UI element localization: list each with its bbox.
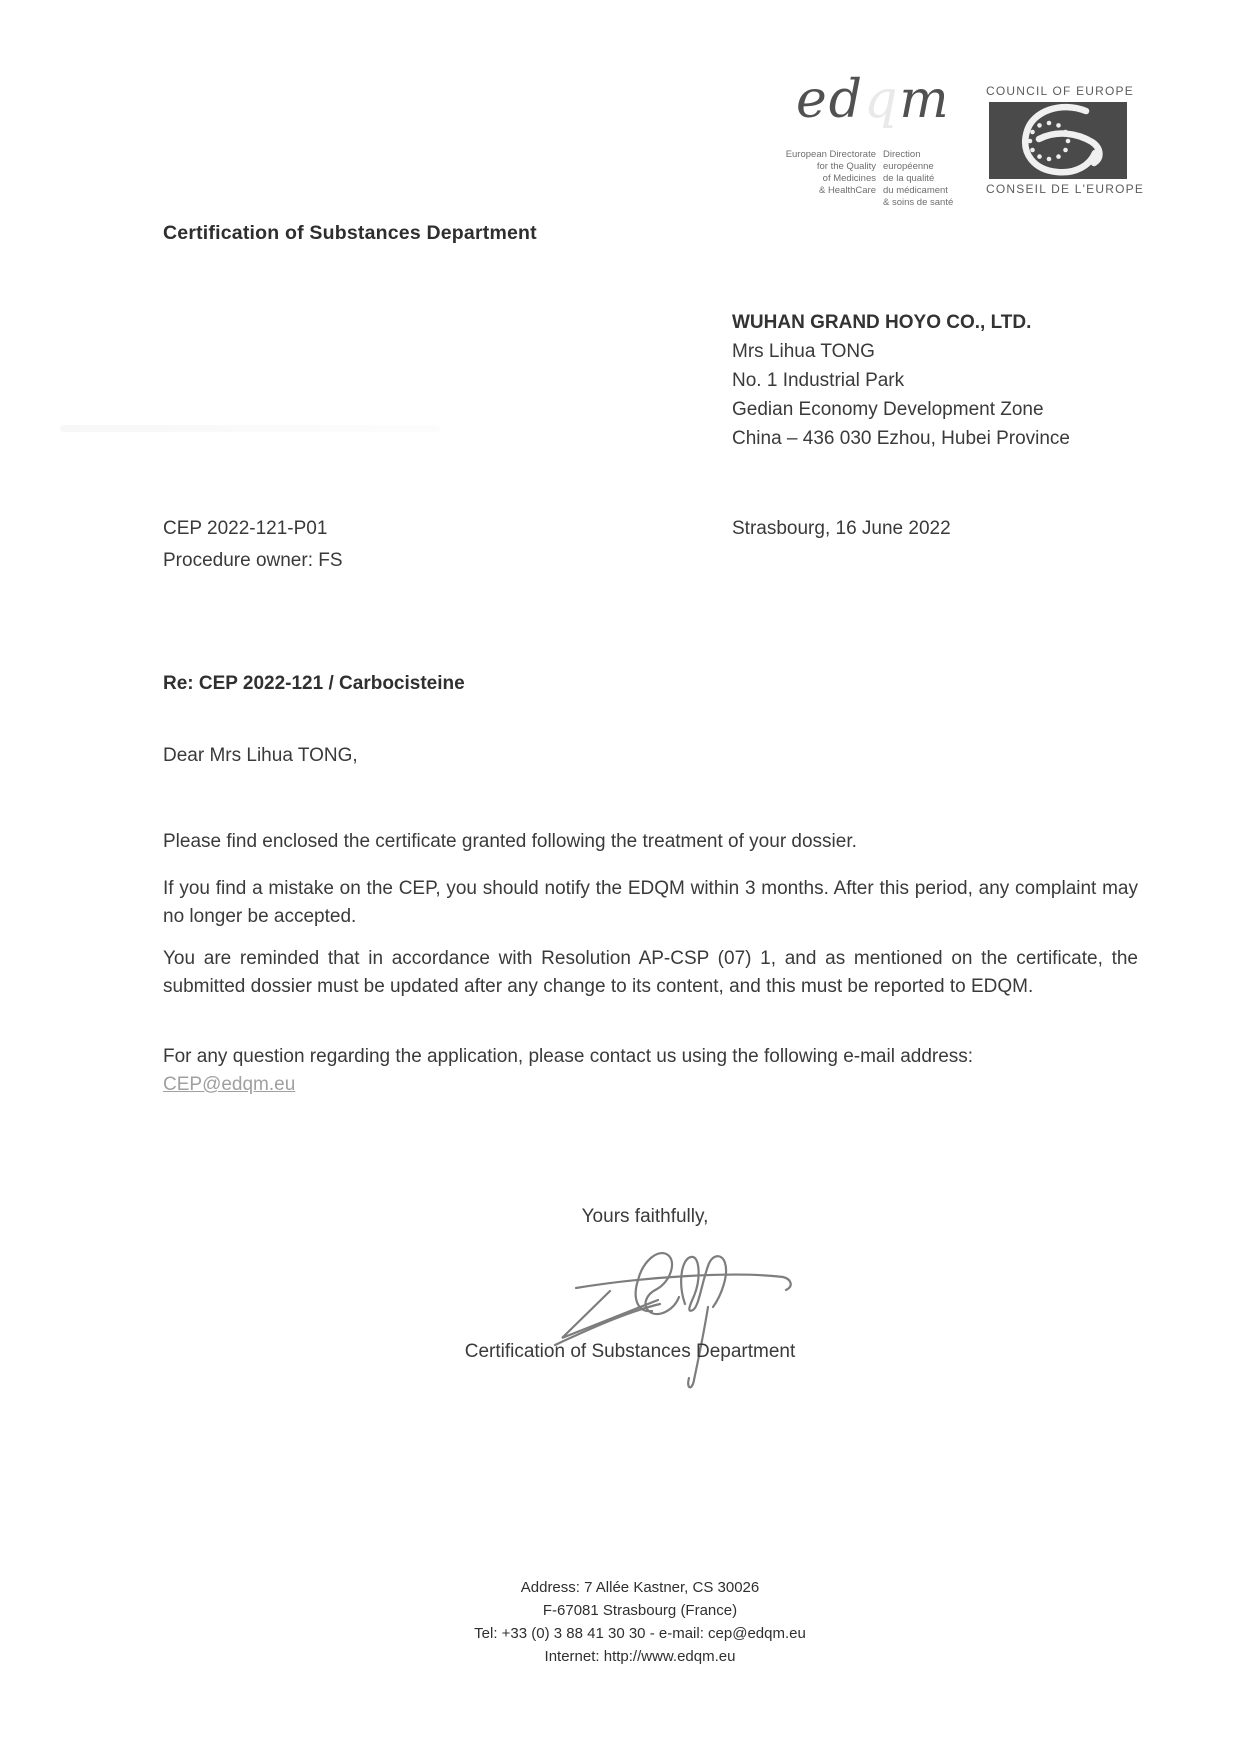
coe-top-label: COUNCIL OF EUROPE xyxy=(986,84,1134,98)
paragraph: You are reminded that in accordance with Resolution AP-CSP (07) 1, and as mentioned on the certificate, the submitted dossier must be updated after any change to its content, and this must be reported to EDQM. xyxy=(163,948,1138,997)
edqm-tagline-line: for the Quality xyxy=(816,161,876,172)
coe-emblem-icon xyxy=(989,102,1127,179)
edqm-logo-m: m xyxy=(899,70,951,130)
council-of-europe-logo xyxy=(986,84,1145,196)
recipient-line: Mrs Lihua TONG xyxy=(732,341,875,362)
edqm-tagline-line: of Medicines xyxy=(822,173,876,184)
recipient-line: China – 436 030 Ezhou, Hubei Province xyxy=(732,428,1071,449)
edqm-tagline-line: Direction européenne xyxy=(883,149,934,172)
paragraph: Please find enclosed the certificate granted following the treatment of your dossier. xyxy=(163,831,857,852)
letter-body xyxy=(163,828,1138,1099)
recipient-line: No. 1 Industrial Park xyxy=(732,370,905,391)
footer-line: F-67081 Strasbourg (France) xyxy=(542,1602,738,1619)
edqm-logo-q-faint: q xyxy=(864,70,900,130)
department-title: Certification of Substances Department xyxy=(163,222,537,244)
email-link[interactable]: CEP@edqm.eu xyxy=(163,1074,296,1095)
edqm-tagline-line: European Directorate xyxy=(785,149,876,160)
edqm-tagline-fr xyxy=(883,149,973,209)
procedure-owner: Procedure owner: FS xyxy=(163,550,343,571)
edqm-logo xyxy=(796,70,951,130)
signature-scribble xyxy=(548,1244,798,1399)
edqm-tagline-line: & HealthCare xyxy=(818,185,876,196)
paragraph xyxy=(163,1043,1138,1099)
edqm-tagline-line: & soins de santé xyxy=(883,197,954,208)
footer-line: Internet: http://www.edqm.eu xyxy=(544,1648,736,1665)
edqm-tagline-line: de la qualité xyxy=(883,173,935,184)
footer-line: Tel: +33 (0) 3 88 41 30 30 - e-mail: cep@edqm.eu xyxy=(474,1625,806,1642)
signature-department: Certification of Substances Department xyxy=(464,1341,796,1362)
edqm-tagline-line: du médicament xyxy=(883,185,948,196)
coe-bottom-label: CONSEIL DE L'EUROPE xyxy=(986,182,1145,196)
salutation: Dear Mrs Lihua TONG, xyxy=(163,745,358,766)
subject-line: Re: CEP 2022-121 / Carbocisteine xyxy=(163,673,465,694)
paragraph: If you find a mistake on the CEP, you should notify the EDQM within 3 months. After this period, any complaint may no longer be accepted. xyxy=(163,878,1138,927)
recipient-company: WUHAN GRAND HOYO CO., LTD. xyxy=(732,312,1032,333)
scan-artifact xyxy=(60,425,440,432)
closing-phrase: Yours faithfully, xyxy=(581,1206,709,1227)
footer-address-block xyxy=(140,1576,1140,1668)
recipient-line: Gedian Economy Development Zone xyxy=(732,399,1044,420)
edqm-tagline-en xyxy=(778,149,876,209)
cep-reference: CEP 2022-121-P01 xyxy=(163,518,328,539)
footer-line: Address: 7 Allée Kastner, CS 30026 xyxy=(520,1579,760,1596)
edqm-logo-ed: ed xyxy=(796,70,865,130)
edqm-tagline xyxy=(778,149,973,209)
recipient-address-block xyxy=(732,308,1070,453)
contact-sentence: For any question regarding the application, please contact us using the following e-mail address: xyxy=(163,1046,974,1067)
place-and-date: Strasbourg, 16 June 2022 xyxy=(732,518,951,539)
